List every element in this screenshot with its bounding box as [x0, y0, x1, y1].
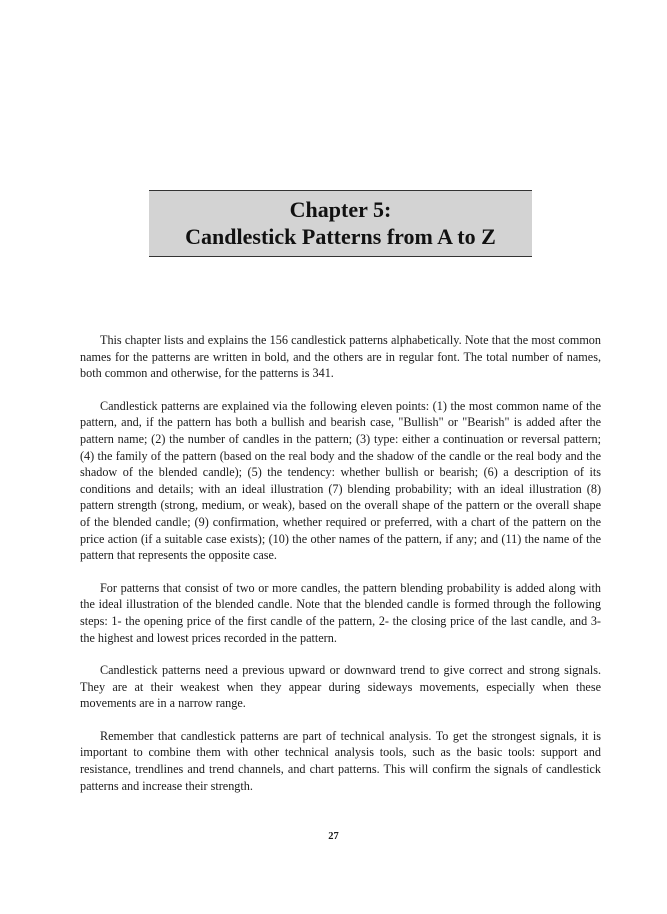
chapter-body [80, 332, 601, 810]
chapter-title: Candlestick Patterns from A to Z [185, 224, 496, 249]
paragraph-trend: Candlestick patterns need a previous upward or downward trend to give correct and strong signals. They are at their weakest when they appear during sideways movements, especially when these movements are in a narrow range. [80, 663, 601, 711]
page-number: 27 [328, 831, 339, 842]
chapter-number: Chapter 5: [289, 197, 392, 222]
paragraph-eleven-points: Candlestick patterns are explained via the following eleven points: (1) the most common name of the pattern, and, if the pattern has both a bullish and bearish case, "Bullish" or "Bearish" is added after the pattern name; (2) the number of candles in the pattern; (3) type: either a continuation or reversal pattern; (4) the family of the pattern (based on the real body and the shadow of the candle or the real body and the shadow of the blended candle); (5) the tendency: whether bullish or bearish; (6) a description of its conditions and details; with an ideal illustration (7) blending probability; with an ideal illustration (8) pattern strength (strong, medium, or weak), based on the overall shape of the pattern or the overall shape of the blended candle; (9) confirmation, whether required or preferred, with a chart of the pattern on the price action (if a suitable case exists); (10) the other names of the pattern, if any; and (11) the name of the pattern that represents the opposite case. [80, 398, 601, 563]
paragraph-blending: For patterns that consist of two or more candles, the pattern blending probability is added along with the ideal illustration of the blended candle. Note that the blended candle is formed through the following steps: 1- the opening price of the first candle of the pattern, 2- the closing price of the last candle, and 3- the highest and lowest prices recorded in the pattern. [80, 580, 601, 645]
paragraph-intro: This chapter lists and explains the 156 candlestick patterns alphabetically. Note that the most common names for the patterns are written in bold, and the others are in regular font. The total number of names, both common and otherwise, for the patterns is 341. [80, 333, 601, 381]
paragraph-technical-analysis: Remember that candlestick patterns are part of technical analysis. To get the strongest signals, it is important to combine them with other technical analysis tools, such as the basic tools: support and resistance, trendlines and trend channels, and chart patterns. This will confirm the signals of candlestick patterns and increase their strength. [80, 728, 601, 793]
chapter-heading-box [149, 190, 532, 257]
